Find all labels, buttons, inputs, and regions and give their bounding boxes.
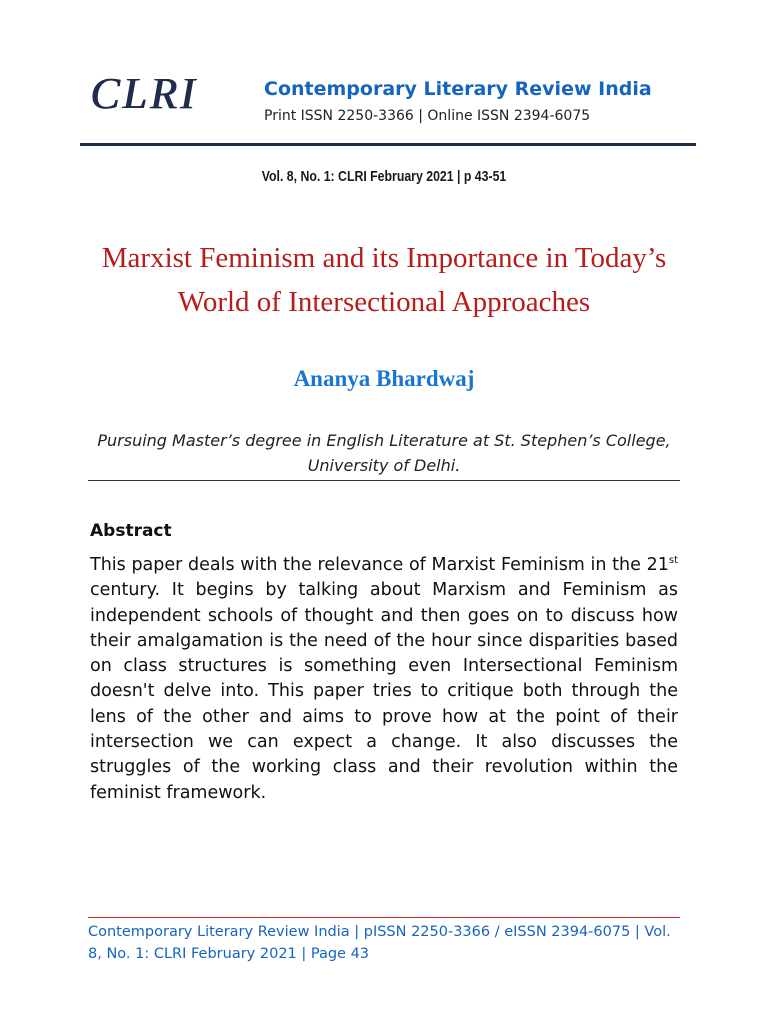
article-title: Marxist Feminism and its Importance in Today’s World of Intersectional Approaches — [101, 242, 667, 318]
volume-info: Vol. 8, No. 1: CLRI February 2021 | p 43-51 — [261, 168, 507, 185]
affiliation-divider — [88, 480, 680, 481]
ordinal-superscript: st — [668, 555, 678, 567]
header-divider — [80, 143, 696, 146]
author-affiliation: Pursuing Master’s degree in English Literature at St. Stephen’s College, University of Delhi. — [97, 431, 671, 475]
journal-header — [88, 68, 698, 146]
page-footer: Contemporary Literary Review India | pISSN 2250-3366 / eISSN 2394-6075 | Vol. 8, No. 1: CLRI February 2021 | Page 43 — [88, 924, 671, 962]
journal-name: Contemporary Literary Review India — [264, 78, 652, 100]
abstract-text-rest: century. It begins by talking about Marxism and Feminism as independent schools of thought and then goes on to discuss how their amalgamation is the need of the hour since disparities based on class structures is something even Intersectional Feminism doesn't delve into. This paper tries to critique both through the lens of the other and aims to prove how at the point of their intersection we can expect a change. It also discusses the struggles of the working class and their revolution within the feminist framework. — [90, 580, 678, 803]
abstract-text-start: This paper deals with the relevance of Marxist Feminism in the 21 — [90, 555, 669, 575]
abstract-heading: Abstract — [90, 521, 172, 541]
journal-logo: CLRI — [90, 69, 198, 118]
abstract-text — [90, 553, 678, 806]
issn-line: Print ISSN 2250-3366 | Online ISSN 2394-6075 — [264, 108, 591, 124]
footer-divider — [88, 917, 680, 918]
author-name: Ananya Bhardwaj — [293, 366, 475, 391]
